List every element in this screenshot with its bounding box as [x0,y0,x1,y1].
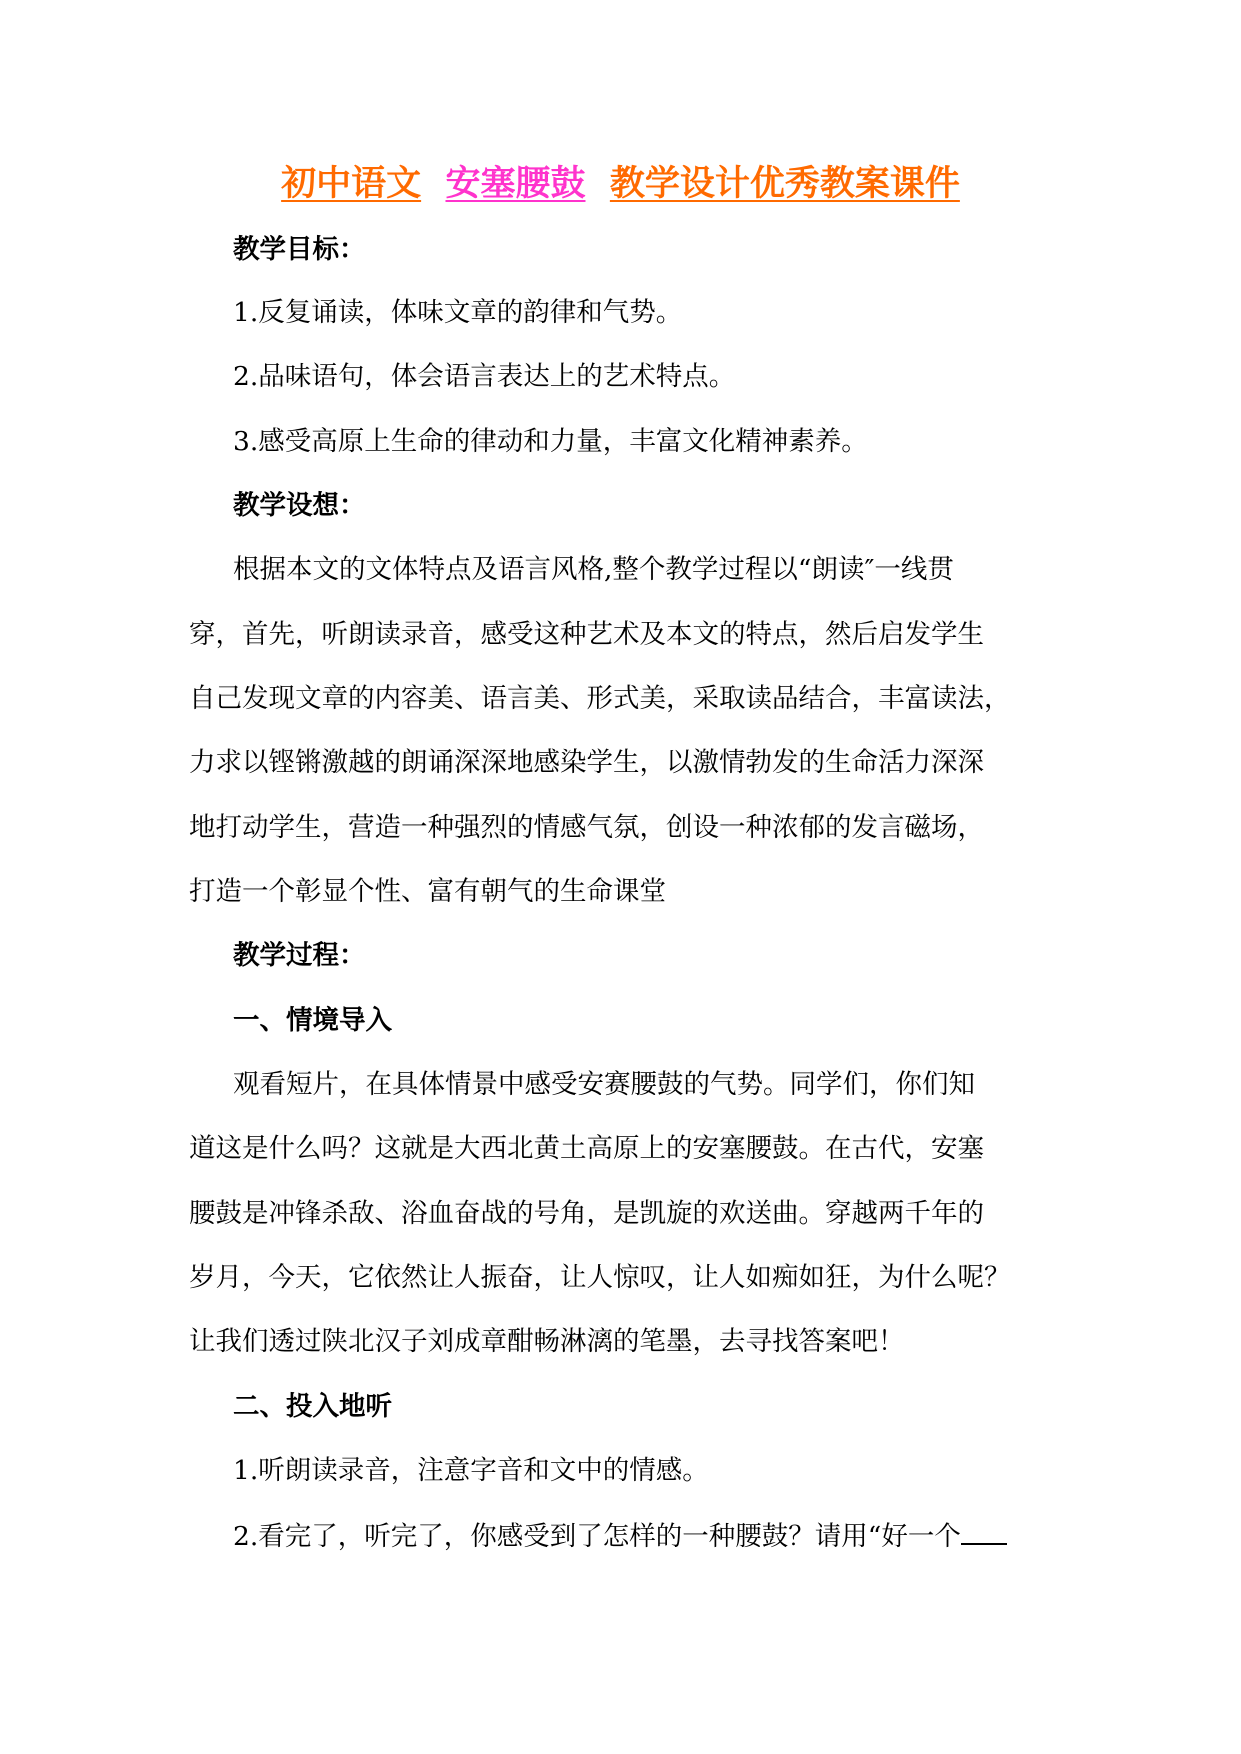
paragraph-line: 打造一个彰显个性、富有朝气的生命课堂 [189,876,666,907]
paragraph-line: 自己发现文章的内容美、语言美、形式美，采取读品结合，丰富读法， [189,683,1011,714]
paragraph-line: 根据本文的文体特点及语言风格,整个教学过程以“朗读″一线贯 [233,554,954,585]
paragraph-line: 观看短片，在具体情景中感受安赛腰鼓的气势。同学们，你们知 [233,1069,975,1100]
paragraph-line: 岁月，今天，它依然让人振奋，让人惊叹，让人如痴如狂，为什么呢？ [189,1262,1011,1293]
paragraph-line: 地打动学生，营造一种强烈的情感气氛，创设一种浓郁的发言磁场， [189,812,984,843]
heading-teaching-process: 教学过程： [233,940,366,971]
paragraph-line: 腰鼓是冲锋杀敌、浴血奋战的号角，是凯旋的欢送曲。穿越两千年的 [189,1198,984,1229]
title-lesson: 安塞腰鼓 [445,163,586,204]
section-heading-1: 一、情境导入 [233,1005,392,1036]
listen-item-2 [233,1517,1007,1555]
section-heading-2: 二、投入地听 [233,1391,392,1422]
heading-teaching-goals: 教学目标： [233,234,366,265]
paragraph-line: 力求以铿锵激越的朗诵深深地感染学生，以激情勃发的生命活力深深 [189,747,984,778]
document-title [0,158,1241,210]
heading-teaching-concept: 教学设想： [233,490,366,521]
goal-item-3: 3.感受高原上生命的律动和力量，丰富文化精神素养。 [233,426,868,457]
goal-item-1: 1.反复诵读，体味文章的韵律和气势。 [233,297,683,328]
paragraph-line: 穿，首先，听朗读录音，感受这种艺术及本文的特点，然后启发学生 [189,619,984,650]
paragraph-line: 让我们透过陕北汉子刘成章酣畅淋漓的笔墨，去寻找答案吧！ [189,1326,905,1357]
listen-item-1: 1.听朗读录音，注意字音和文中的情感。 [233,1455,709,1486]
goal-item-2: 2.品味语句，体会语言表达上的艺术特点。 [233,361,736,392]
title-description: 教学设计优秀教案课件 [609,163,960,204]
fill-in-blank [961,1517,1007,1545]
listen-item-2-text: 2.看完了，听完了，你感受到了怎样的一种腰鼓？请用“好一个 [233,1521,961,1552]
title-subject: 初中语文 [281,163,422,204]
paragraph-line: 道这是什么吗？这就是大西北黄土高原上的安塞腰鼓。在古代，安塞 [189,1133,984,1164]
